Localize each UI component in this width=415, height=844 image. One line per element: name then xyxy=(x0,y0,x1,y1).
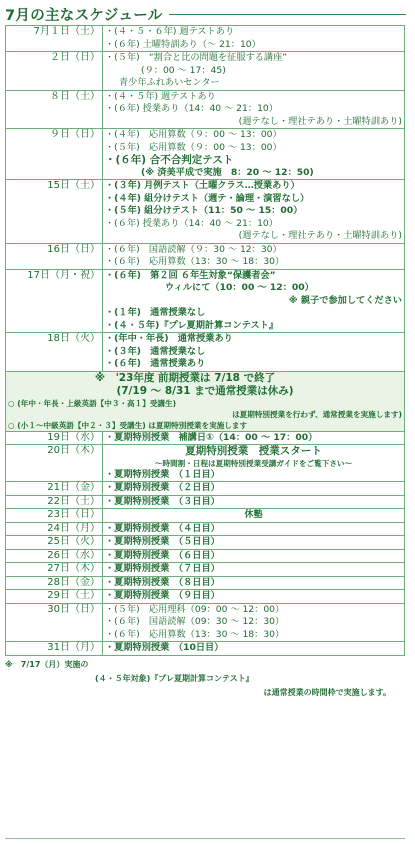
row-line: ・(６年) 合不合判定テスト xyxy=(105,154,234,166)
row-date: 20日（木） xyxy=(6,445,103,482)
table-row xyxy=(6,90,405,129)
table-row xyxy=(6,522,405,536)
row-content xyxy=(103,243,405,269)
table-row xyxy=(6,26,405,52)
row-date: ８日（土） xyxy=(6,90,103,129)
title-rule xyxy=(169,14,406,15)
row-date: 31日（月） xyxy=(6,642,103,656)
row-date: ２日（日） xyxy=(6,52,103,91)
row-content xyxy=(103,509,405,523)
row-line: ・夏期特別授業 （７日目） xyxy=(105,563,220,574)
table-row xyxy=(6,536,405,550)
row-content xyxy=(103,90,405,129)
row-date: 24日（月） xyxy=(6,522,103,536)
row-date: 28日（金） xyxy=(6,576,103,590)
table-row xyxy=(6,495,405,509)
row-line: ・(６年) 第２回 ６年生対象“保護者会” xyxy=(105,269,276,281)
table-row xyxy=(6,482,405,496)
notice-line: ※ '23年度 前期授業は 7/18 で終了 xyxy=(94,371,276,384)
row-line: ・(６年) 応用算数（13：30 ～ 18：30） xyxy=(105,256,285,267)
row-line: 休塾 xyxy=(244,509,263,520)
row-content xyxy=(103,603,405,642)
row-line: ・夏期特別授業 （４日目） xyxy=(105,522,220,534)
row-date: 21日（金） xyxy=(6,482,103,496)
table-row xyxy=(6,603,405,642)
row-line: ・夏期特別授業 補講日①（14：00 ～ 17：00） xyxy=(105,431,318,443)
row-date: 19日（水） xyxy=(6,431,103,445)
row-date: 18日（火） xyxy=(6,333,103,372)
row-line: ・(５年) 応用算数（９：00 ～ 13：00） xyxy=(105,141,282,153)
row-line: (※ 済美平成で実施 8：20 ～ 12：50) xyxy=(141,166,314,178)
row-line: ・(５年) “割合と比の問題を征服する講座” xyxy=(105,52,288,63)
row-line: ・(６年) 土曜特訓あり（～ 21：10） xyxy=(105,38,261,50)
row-date: 22日（土） xyxy=(6,495,103,509)
row-line: 青少年ふれあいセンター xyxy=(119,77,220,88)
footer-line: ※ 7/17（月）実施の xyxy=(5,659,89,669)
row-content xyxy=(103,333,405,372)
row-line: ・夏期特別授業 （３日目） xyxy=(105,495,220,507)
row-line: ・(６年) 応用算数（13：30 ～ 18：30） xyxy=(105,628,285,640)
footer-line: は通常授業の時間枠で実施します。 xyxy=(263,687,391,697)
notice-line: (7/19 ～ 8/31 まで通常授業は休み) xyxy=(116,384,294,397)
notice-block xyxy=(6,371,405,431)
row-line: ・(５年) 応用理科（09：00 ～ 12：00） xyxy=(105,603,285,615)
row-date: 16日（日） xyxy=(6,243,103,269)
row-date: 30日（日） xyxy=(6,603,103,642)
row-content xyxy=(103,269,405,333)
title-row xyxy=(5,4,408,24)
row-content xyxy=(103,590,405,604)
row-date: 25日（火） xyxy=(6,536,103,550)
table-row xyxy=(6,642,405,656)
notice-item: ○ (小１～中級英語【中２・３】受講生) は夏期特別授業を実施します xyxy=(8,420,248,430)
row-content xyxy=(103,536,405,550)
row-line: ・(６年) 国語読解（９：30 ～ 12：30） xyxy=(105,243,282,255)
row-date: 7月１日（土） xyxy=(6,26,103,52)
row-content xyxy=(103,52,405,91)
table-row xyxy=(6,445,405,482)
table-row xyxy=(6,52,405,91)
page-title: 7月の主なスケジュール xyxy=(5,7,163,24)
table-row xyxy=(6,576,405,590)
row-line: ・夏期特別授業 （９日目） xyxy=(105,590,220,601)
row-content xyxy=(103,445,405,482)
row-line: ・(４年) 組分けテスト（週テ・論理・演習なし） xyxy=(105,192,310,204)
row-line: (９：00 ～ 17：45) xyxy=(141,64,226,76)
schedule-table xyxy=(5,25,405,656)
table-row xyxy=(6,431,405,445)
row-date: 27日（木） xyxy=(6,563,103,577)
row-content xyxy=(103,180,405,244)
row-line: ・夏期特別授業 （２日目） xyxy=(105,482,220,493)
row-line: ・夏期特別授業 （10日目） xyxy=(105,642,224,653)
table-row xyxy=(6,549,405,563)
row-line: ・(６年) 授業あり（14：40 ～ 21：10） xyxy=(105,103,278,114)
row-date: 26日（水） xyxy=(6,549,103,563)
table-row xyxy=(6,333,405,372)
row-line: ・(４年) 応用算数（９：00 ～ 13：00） xyxy=(105,129,282,140)
row-content xyxy=(103,129,405,180)
row-line: ・(３年) 通常授業なし xyxy=(105,345,206,357)
notice-item: ○ (年中・年長・上級英語【中３・高１】受講生) xyxy=(8,398,177,408)
table-row xyxy=(6,509,405,523)
row-line: ※ 親子で参加してください xyxy=(288,294,402,306)
row-line: ・夏期特別授業 （１日目） xyxy=(105,468,220,480)
row-content xyxy=(103,482,405,496)
row-line: ～時間割・日程は夏期特別授業受講ガイドをご覧下さい～ xyxy=(154,458,353,468)
notice-row xyxy=(6,371,405,431)
schedule-page xyxy=(5,4,408,700)
row-content xyxy=(103,495,405,509)
row-content xyxy=(103,26,405,52)
row-line: (週テなし・理社テあり・土曜特訓あり) xyxy=(238,230,402,241)
row-content xyxy=(103,431,405,445)
table-row xyxy=(6,129,405,180)
row-line: ・(６年) 通常授業あり xyxy=(105,358,206,369)
table-row xyxy=(6,269,405,333)
row-line: ・(５年) 組分けテスト（11：50 ～ 15：00） xyxy=(105,205,303,216)
row-content xyxy=(103,522,405,536)
notice-item: は夏期特別授業を行わず、通常授業を実施します) xyxy=(232,409,402,419)
row-line: ・(４・５・６年) 週テストあり xyxy=(105,26,235,37)
row-line: ・夏期特別授業 （８日目） xyxy=(105,576,220,588)
row-date: 29日（土） xyxy=(6,590,103,604)
table-row xyxy=(6,180,405,244)
table-row xyxy=(6,563,405,577)
row-line: ・(６年) 授業あり（14：40 ～ 21：10） xyxy=(105,217,278,229)
row-date: ９日（日） xyxy=(6,129,103,180)
row-date: 17日（月・祝） xyxy=(6,269,103,333)
row-line: (週テなし・理社テあり・土曜特訓あり) xyxy=(238,115,402,127)
row-line: ・(年中・年長) 通常授業あり xyxy=(105,333,233,344)
row-content xyxy=(103,576,405,590)
row-line: ・(１年) 通常授業なし xyxy=(105,307,206,318)
row-date: 23日（日） xyxy=(6,509,103,523)
table-row xyxy=(6,590,405,604)
row-line: ・(４・５年)『プレ夏期計算コンテスト』 xyxy=(105,319,279,331)
row-date: 15日（土） xyxy=(6,180,103,244)
row-line: ・夏期特別授業 （６日目） xyxy=(105,549,220,561)
bottom-rule xyxy=(5,838,405,839)
row-line: ・(３年) 月例テスト（土曜クラス…授業あり） xyxy=(105,180,300,191)
row-line: ウィルにて（10：00 ～ 12：00） xyxy=(165,282,314,293)
footer-line: (４・５年対象)『プレ夏期計算コンテスト』 xyxy=(95,673,254,683)
row-line: ・(４・５年) 週テストあり xyxy=(105,90,216,102)
row-content xyxy=(103,642,405,656)
row-content xyxy=(103,563,405,577)
row-line: ・夏期特別授業 （５日目） xyxy=(105,536,220,547)
row-line: 夏期特別授業 授業スタート xyxy=(185,445,322,457)
table-row xyxy=(6,243,405,269)
footer-notes xyxy=(5,658,405,700)
row-content xyxy=(103,549,405,563)
row-line: ・(６年) 国語読解（09：30 ～ 12：30） xyxy=(105,616,285,627)
